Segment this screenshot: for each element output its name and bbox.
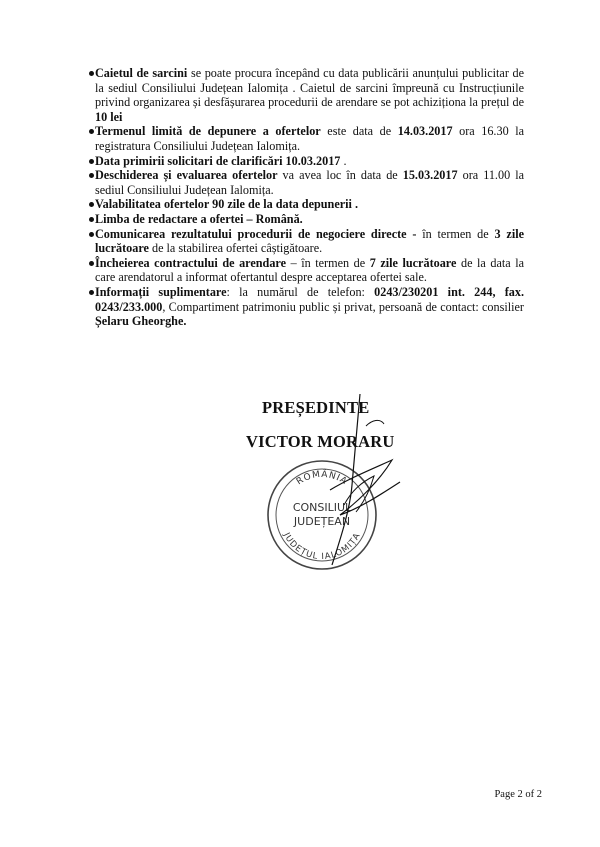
- list-item: [89, 227, 524, 256]
- item-text: de la stabilirea ofertei câștigătoare.: [148, 241, 323, 256]
- list-item: [89, 154, 524, 169]
- list-item: [89, 66, 524, 124]
- stamp-line-2: JUDEȚEAN: [293, 515, 351, 528]
- item-text: în termen de: [416, 226, 495, 241]
- item-bold: Deschiderea și evaluarea ofertelor: [95, 168, 278, 183]
- item-bold: 3 zile lucrătoare: [95, 226, 524, 256]
- item-text: – în termen de: [286, 255, 370, 270]
- item-text: va avea loc în data de: [277, 168, 403, 183]
- list-item: [89, 168, 524, 197]
- item-bold: Șelaru Gheorghe.: [95, 314, 187, 329]
- item-text: , Compartiment patrimoniu public și privat, persoană de contact: consilier: [162, 299, 524, 314]
- signatory-title: PREȘEDINTE: [262, 398, 370, 417]
- item-bold: Data primirii solicitari de clarificări 10.03.2017: [95, 153, 341, 168]
- item-text: este data de: [320, 124, 398, 139]
- item-text: se poate procura începând cu data publicării anunțului publicitar de la sediul Consiliului Județean Ialomița . Caietul de sarcini împreună cu Instrucțiunile privind organizarea și desfășurarea procedurii de arendare se pot achiziționa la prețul de: [95, 66, 524, 110]
- page-number: Page 2 of 2: [494, 789, 542, 800]
- stamp-top-text: ROMÂNIA: [294, 469, 350, 488]
- list-item: [89, 197, 524, 212]
- list-item: [89, 124, 524, 153]
- item-bold: 7 zile lucrătoare: [369, 255, 457, 270]
- item-text: de la data la care arendatorul a informat ofertantul despre acceptarea ofertei sale.: [95, 255, 525, 285]
- stamp-bottom-text: JUDEȚUL IALOMIȚA: [281, 531, 363, 563]
- list-item: [89, 212, 524, 227]
- item-bold: Termenul limită de depunere a ofertelor: [95, 124, 321, 139]
- item-text: .: [340, 153, 347, 168]
- item-bold: 10 lei: [95, 109, 123, 124]
- signatory-name: VICTOR MORARU: [246, 432, 395, 451]
- item-text: : la numărul de telefon:: [226, 284, 375, 299]
- item-bold: Caietul de sarcini: [95, 66, 188, 80]
- stamp-line-1: CONSILIUL: [292, 501, 352, 514]
- item-text: ora 16.30 la registratura Consiliului Județean Ialomița.: [95, 124, 525, 153]
- item-bold: 14.03.2017: [397, 124, 453, 139]
- list-item: [89, 285, 524, 329]
- item-bold: Valabilitatea ofertelor 90 zile de la data depunerii .: [95, 197, 359, 212]
- item-text: ora 11.00 la sediul Consiliului Județean Ialomița.: [95, 168, 524, 197]
- item-bold: Limba de redactare a ofertei – Română.: [95, 211, 303, 226]
- item-bold: 15.03.2017: [402, 168, 458, 183]
- item-bold: Încheierea contractului de arendare: [95, 255, 287, 270]
- list-item: [89, 256, 524, 285]
- handwritten-signature: [300, 390, 410, 570]
- bullet-list: [89, 66, 524, 329]
- item-bold: Comunicarea rezultatului procedurii de negociere directe -: [95, 226, 417, 241]
- item-bold: Informații suplimentare: [95, 284, 227, 299]
- item-bold: 0243/230201 int. 244, fax. 0243/233.000: [95, 284, 524, 314]
